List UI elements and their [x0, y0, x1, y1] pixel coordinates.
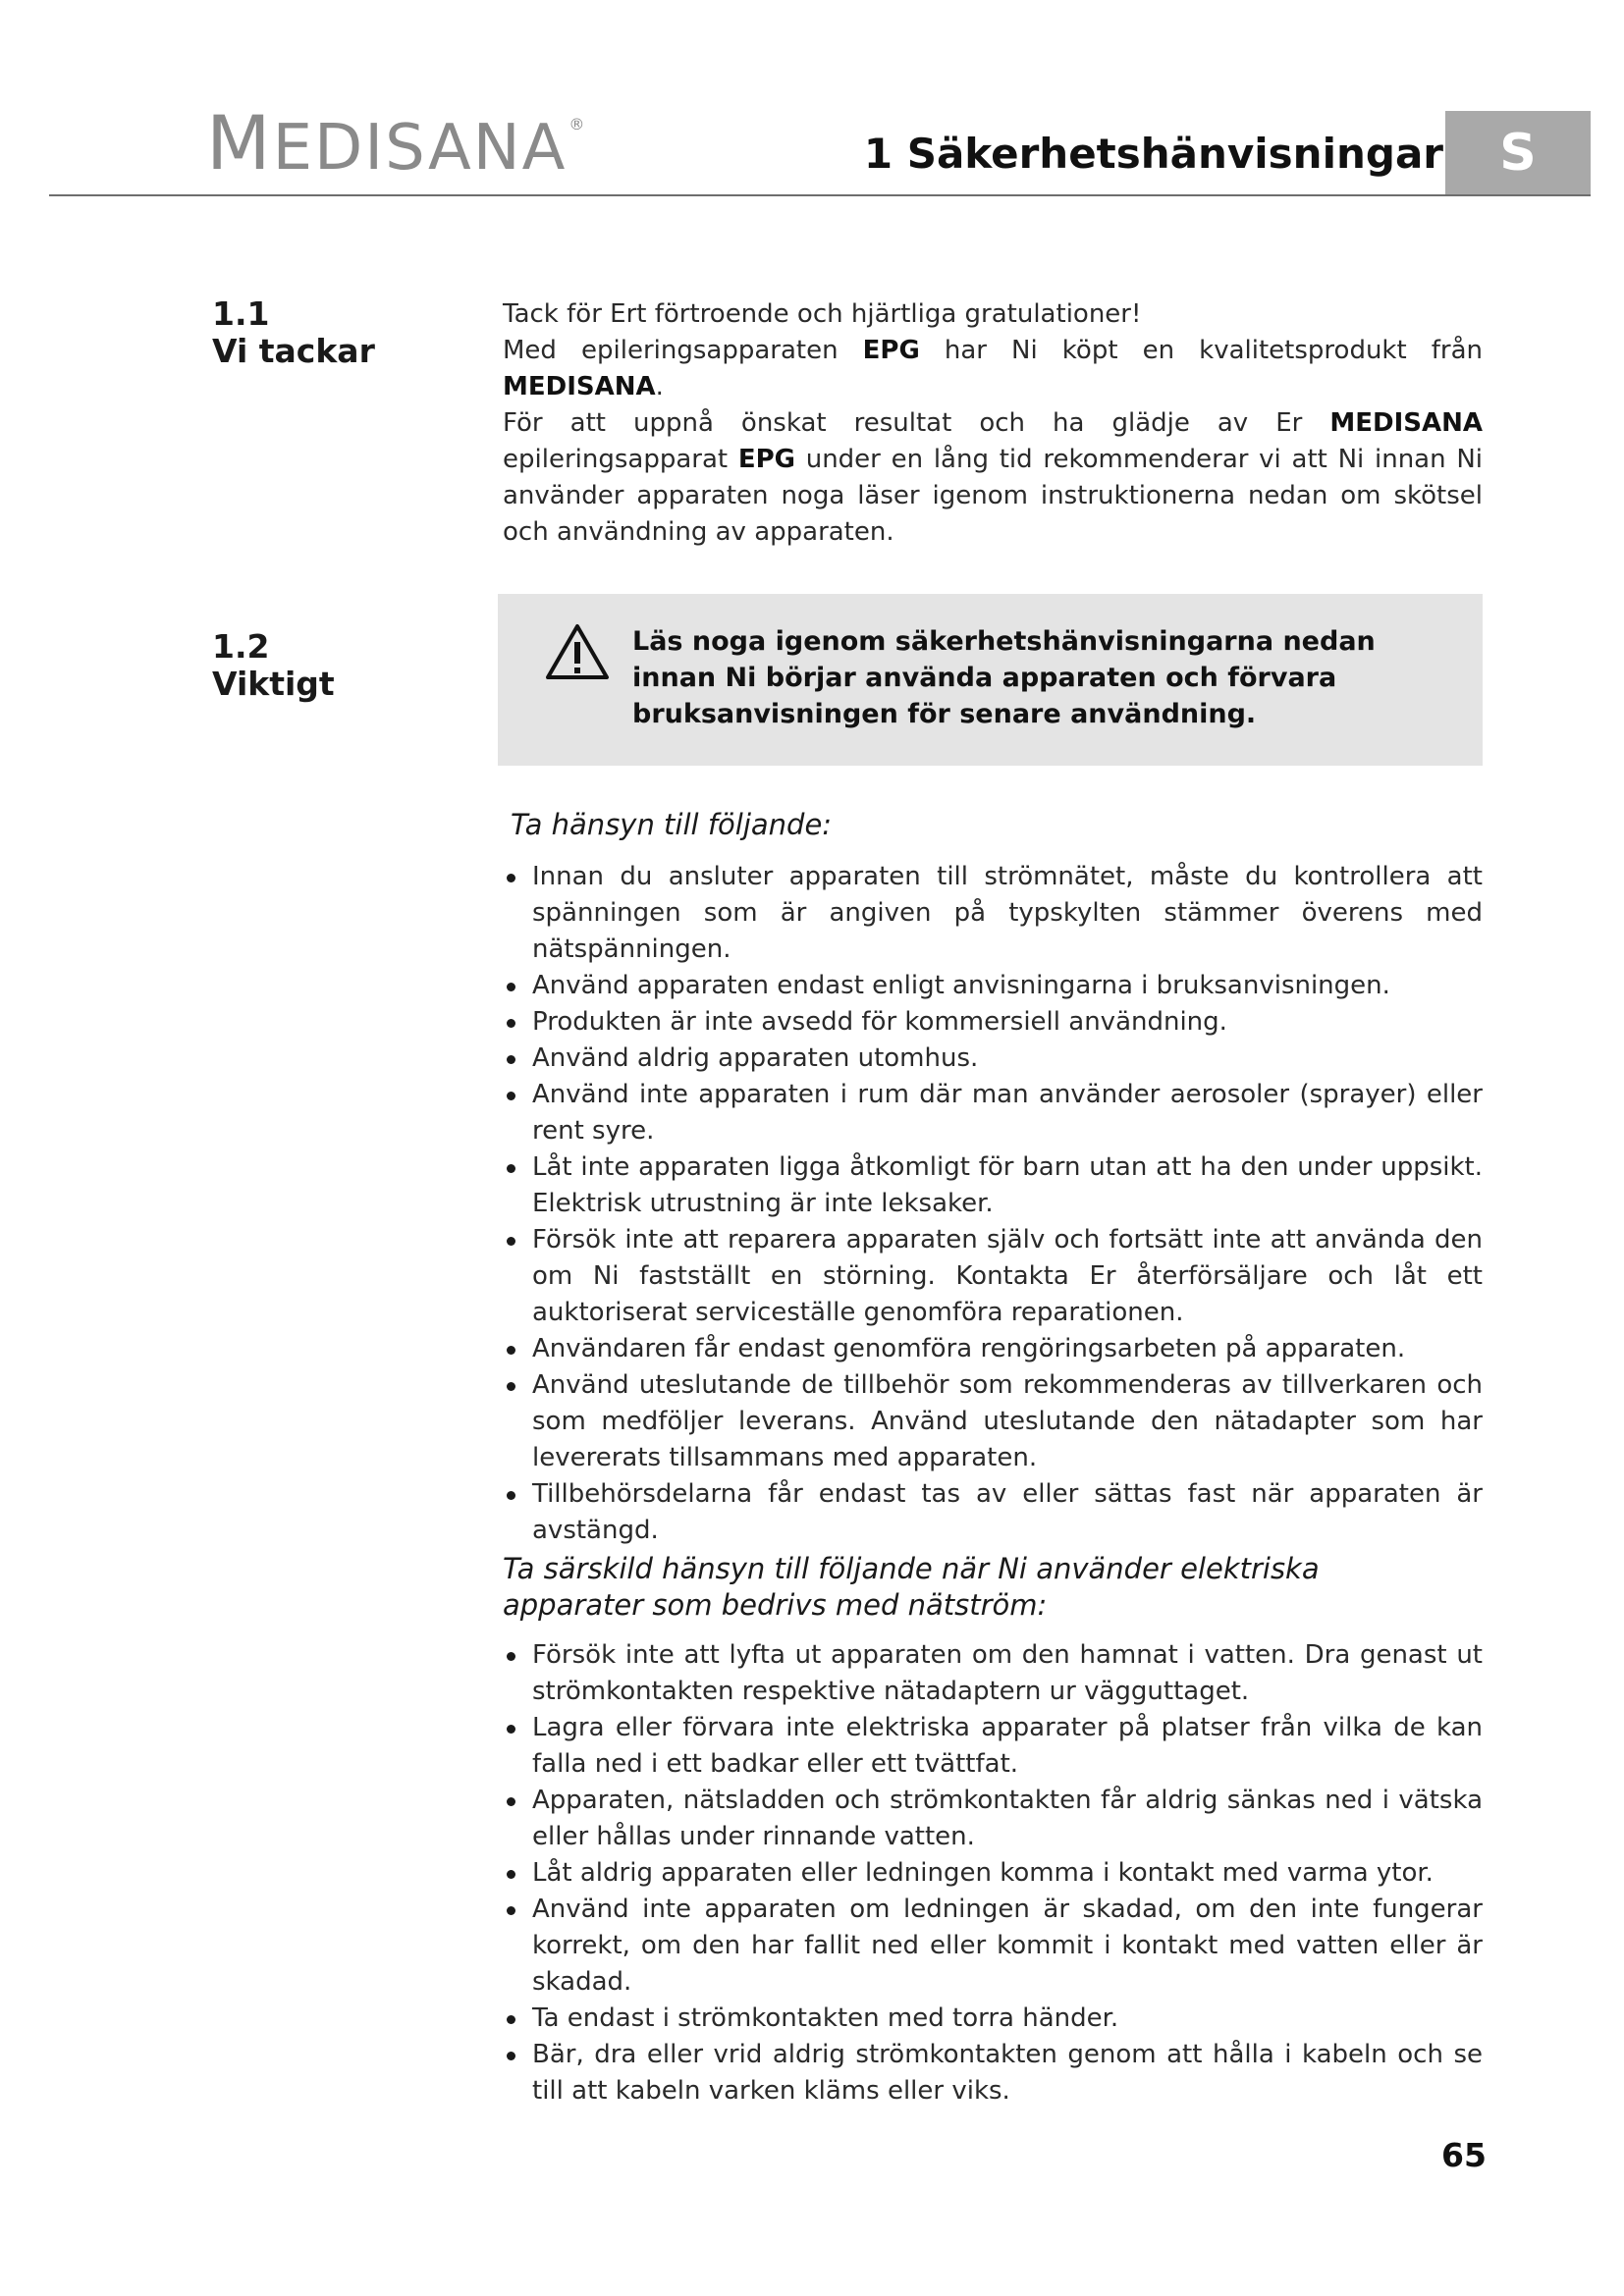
- list-item: Apparaten, nätsladden och strömkontakten får aldrig sänkas ned i vätska eller hållas under rinnande vatten.: [503, 1783, 1483, 1855]
- chapter-title: 1 Säkerhetshänvisningar: [863, 130, 1443, 178]
- paragraph: Med epileringsapparaten EPG har Ni köpt en kvalitetsprodukt från MEDISANA.: [503, 336, 1484, 401]
- list-item: Bär, dra eller vrid aldrig strömkontakten genom att hålla i kabeln och se till att kabeln varken kläms eller viks.: [503, 2037, 1483, 2109]
- section-title: Vi tackar: [212, 332, 375, 370]
- list-item: Använd apparaten endast enligt anvisningarna i bruksanvisningen.: [503, 968, 1483, 1004]
- consider-heading: Ta hänsyn till följande:: [511, 808, 833, 841]
- warning-text: Läs noga igenom säkerhetshänvisningarna nedan innan Ni börjar använda apparaten och förvara bruksanvisningen för senare användning.: [632, 626, 1376, 729]
- logo-registered-mark: ®: [568, 115, 587, 133]
- list-item: Försök inte att lyfta ut apparaten om den hamnat i vatten. Dra genast ut strömkontakten respektive nätadaptern ur vägguttaget.: [503, 1637, 1483, 1710]
- list-item: Produkten är inte avsedd för kommersiell användning.: [503, 1004, 1483, 1041]
- consider-list: [503, 859, 1483, 1549]
- list-item: Använd aldrig apparaten utomhus.: [503, 1041, 1483, 1077]
- list-item: Lagra eller förvara inte elektriska apparater på platser från vilka de kan falla ned i ett badkar eller ett tvättfat.: [503, 1710, 1483, 1783]
- list-item: Använd inte apparaten om ledningen är skadad, om den inte fungerar korrekt, om den har fallit ned eller kommit i kontakt med vatten eller är skadad.: [503, 1892, 1483, 2001]
- electrical-section: [503, 1551, 1483, 2109]
- warning-box: [498, 594, 1483, 766]
- warning-triangle-icon: [545, 623, 610, 680]
- paragraph: Tack för Ert förtroende och hjärtliga gratulationer!: [503, 299, 1142, 329]
- consider-section: [503, 807, 1483, 1549]
- list-item: Försök inte att reparera apparaten själv och fortsätt inte att använda den om Ni fastställt en störning. Kontakta Er återförsäljare och låt ett auktoriserat serviceställe genomföra reparationen.: [503, 1222, 1483, 1331]
- list-item: Användaren får endast genomföra rengöringsarbeten på apparaten.: [503, 1331, 1483, 1367]
- list-item: Använd uteslutande de tillbehör som rekommenderas av tillverkaren och som medföljer leverans. Använd uteslutande den nätadapter som har levererats tillsammans med apparaten.: [503, 1367, 1483, 1476]
- language-tab: S: [1445, 111, 1591, 195]
- paragraph: För att uppnå önskat resultat och ha glädje av Er MEDISANA epileringsapparat EPG under en lång tid rekommenderar vi att Ni innan Ni använder apparaten noga läser igenom instruktionerna nedan om skötsel och användning av apparaten.: [503, 408, 1483, 547]
- section-number: 1.2: [212, 627, 270, 666]
- list-item: Ta endast i strömkontakten med torra händer.: [503, 2001, 1483, 2037]
- list-item: Låt inte apparaten ligga åtkomligt för barn utan att ha den under uppsikt. Elektrisk utrustning är inte leksaker.: [503, 1149, 1483, 1222]
- list-item: Låt aldrig apparaten eller ledningen komma i kontakt med varma ytor.: [503, 1855, 1483, 1892]
- header-divider: [49, 194, 1591, 196]
- section-heading-1-2: [212, 628, 335, 703]
- list-item: Använd inte apparaten i rum där man använder aerosoler (sprayer) eller rent syre.: [503, 1077, 1483, 1149]
- section-number: 1.1: [212, 294, 270, 333]
- page-number: 65: [1441, 2136, 1487, 2174]
- section-title: Viktigt: [212, 665, 335, 703]
- section-body-1-1: [503, 296, 1483, 551]
- medisana-logo: [206, 99, 587, 187]
- list-item: Innan du ansluter apparaten till strömnätet, måste du kontrollera att spänningen som är angiven på typskylten stämmer överens med nätspänningen.: [503, 859, 1483, 968]
- logo-initial: M: [206, 99, 273, 187]
- list-item: Tillbehörsdelarna får endast tas av eller sättas fast när apparaten är avstängd.: [503, 1476, 1483, 1549]
- section-heading-1-1: [212, 295, 375, 370]
- electrical-heading: Ta särskild hänsyn till följande när Ni använder elektriska apparater som bedrivs med nätström:: [503, 1552, 1320, 1622]
- electrical-list: [503, 1637, 1483, 2109]
- logo-text: EDISANA: [272, 112, 568, 185]
